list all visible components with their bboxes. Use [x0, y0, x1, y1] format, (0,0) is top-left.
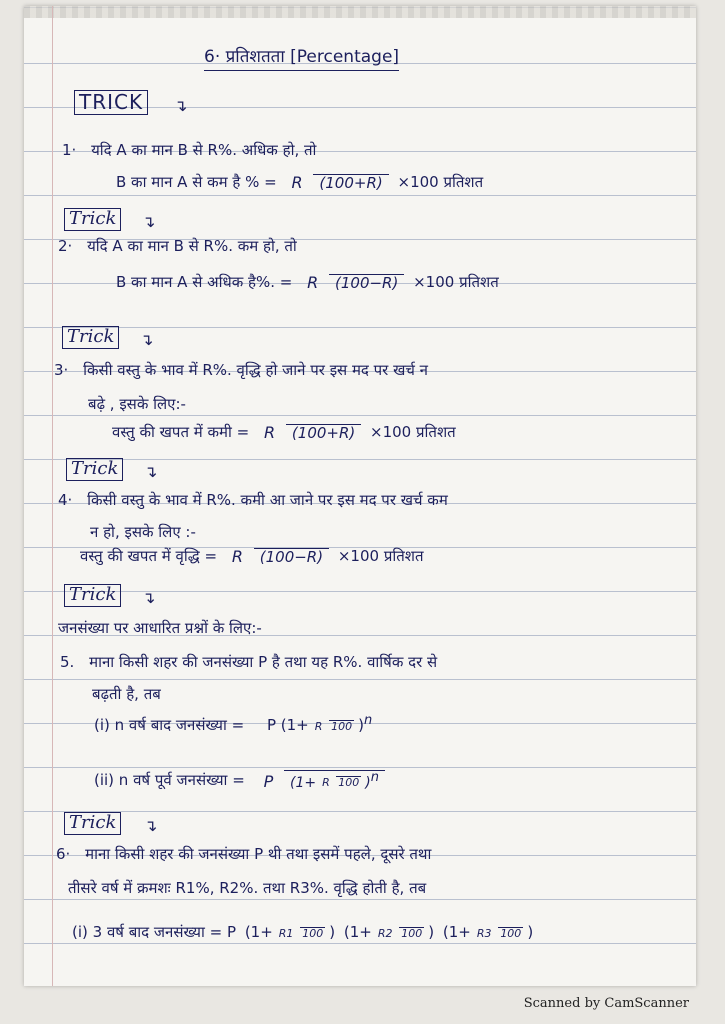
fraction-denominator — [284, 770, 385, 791]
trick-label: Trick — [64, 584, 121, 607]
formula-lhs: B का मान A से अधिक है%. = — [116, 273, 293, 292]
formula-lhs: वस्तु की खपत में वृद्धि = — [80, 547, 218, 566]
rule-2-formula — [116, 274, 499, 292]
formula-part: ) — [358, 716, 365, 734]
fraction — [226, 548, 329, 566]
fraction-denominator: 100 — [338, 775, 360, 789]
fraction-numerator: P — [263, 771, 274, 791]
arrow-icon: ↴ — [144, 816, 158, 835]
trick-label: Trick — [66, 458, 123, 481]
exponent: n — [370, 770, 379, 785]
rule-3-statement — [54, 362, 428, 379]
fraction-denominator: 100 — [401, 927, 423, 941]
fraction — [277, 924, 325, 941]
arrow-icon: ↴ — [144, 462, 158, 481]
rule-number: 4· — [58, 491, 73, 509]
rule-6-statement-cont: तीसरे वर्ष में क्रमशः R1%, R2%. तथा R3%. वृद्धि होती है, तब — [68, 879, 427, 897]
exponent: n — [364, 713, 373, 728]
rule-5-formula-ii — [94, 770, 389, 791]
fraction — [301, 274, 404, 292]
fraction-denominator: (100−R) — [254, 548, 329, 566]
fraction-denominator: 100 — [500, 927, 522, 941]
page-title: 6· प्रतिशतता [Percentage] — [204, 44, 399, 71]
rule-number: 6· — [56, 845, 71, 863]
formula-part: (1+ — [343, 923, 372, 941]
fraction-numerator: R — [307, 273, 319, 292]
rule-text: किसी वस्तु के भाव में R%. कमी आ जाने पर इस मद पर खर्च कम — [87, 491, 448, 509]
formula-rhs: ×100 प्रतिशत — [370, 423, 456, 442]
margin-line — [52, 6, 53, 986]
rule-6-formula-i — [72, 924, 533, 941]
rule-5-formula-i — [94, 714, 372, 734]
formula-rhs: ×100 प्रतिशत — [413, 273, 499, 292]
rule-text: यदि A का मान B से R%. कम हो, तो — [87, 237, 297, 255]
fraction — [258, 770, 385, 791]
rule-4-statement — [58, 492, 448, 509]
formula-lhs: वस्तु की खपत में कमी = — [112, 423, 250, 442]
rule-text: माना किसी शहर की जनसंख्या P है तथा यह R%. वार्षिक दर से — [89, 653, 438, 671]
arrow-icon: ↴ — [140, 330, 154, 349]
rule-1-statement — [62, 142, 316, 159]
page-top-edge — [24, 6, 696, 18]
fraction-numerator: R — [264, 423, 276, 442]
rule-number: 5. — [60, 653, 75, 671]
fraction-numerator: R2 — [377, 927, 393, 941]
fraction-denominator: (100+R) — [286, 424, 361, 442]
fraction-numerator: R — [314, 720, 323, 734]
arrow-icon: ↴ — [142, 588, 156, 607]
formula-part: ) — [329, 923, 336, 941]
rule-6-statement — [56, 846, 431, 863]
fraction-numerator: R — [322, 775, 330, 789]
formula-lhs: (i) 3 वर्ष बाद जनसंख्या = P — [72, 923, 237, 941]
trick-label: Trick — [64, 812, 121, 835]
trick-label: Trick — [62, 326, 119, 349]
formula-lhs: (i) n वर्ष बाद जनसंख्या = — [94, 716, 245, 734]
formula-lhs: (ii) n वर्ष पूर्व जनसंख्या = — [94, 771, 245, 790]
scanner-watermark: Scanned by CamScanner — [523, 996, 689, 1011]
notebook-page — [24, 6, 696, 986]
fraction — [285, 174, 388, 192]
rule-3-formula — [112, 424, 456, 442]
arrow-icon: ↴ — [142, 212, 156, 231]
formula-part: ) — [428, 923, 435, 941]
rule-number: 1· — [62, 141, 77, 159]
formula-part: (1+ — [290, 774, 317, 791]
rule-1-formula — [116, 174, 483, 192]
rule-4-formula — [80, 548, 424, 566]
formula-part: P (1+ — [266, 716, 309, 734]
rule-text: यदि A का मान B से R%. अधिक हो, तो — [91, 141, 317, 159]
fraction — [376, 924, 424, 941]
formula-part: (1+ — [442, 923, 471, 941]
formula-lhs: B का मान A से कम है % = — [116, 173, 277, 192]
rule-text: माना किसी शहर की जनसंख्या P थी तथा इसमें पहले, दूसरे तथा — [85, 845, 432, 863]
rule-4-statement-cont: न हो, इसके लिए :- — [90, 523, 196, 541]
trick-heading: TRICK — [74, 90, 148, 115]
trick-label: Trick — [64, 208, 121, 231]
fraction — [313, 717, 354, 734]
population-intro: जनसंख्या पर आधारित प्रश्नों के लिए:- — [58, 619, 262, 637]
rule-3-statement-cont: बढ़े , इसके लिए:- — [88, 395, 186, 413]
fraction-denominator: 100 — [302, 927, 324, 941]
fraction-denominator: (100+R) — [313, 174, 388, 192]
fraction-denominator: (100−R) — [329, 274, 404, 292]
fraction-numerator: R3 — [476, 927, 492, 941]
fraction — [258, 424, 361, 442]
rule-5-statement — [60, 654, 437, 671]
rule-5-statement-cont: बढ़ती है, तब — [92, 685, 161, 703]
fraction-numerator: R — [291, 173, 303, 192]
rule-2-statement — [58, 238, 297, 255]
formula-rhs: ×100 प्रतिशत — [337, 547, 424, 566]
arrow-icon: ↴ — [174, 96, 188, 115]
formula-part: ) — [365, 774, 371, 791]
fraction — [320, 775, 361, 790]
fraction-numerator: R — [231, 547, 243, 566]
fraction-numerator: R1 — [278, 927, 294, 941]
formula-part: (1+ — [244, 923, 273, 941]
formula-part: ) — [527, 923, 534, 941]
rule-number: 3· — [54, 361, 69, 379]
rule-text: किसी वस्तु के भाव में R%. वृद्धि हो जाने पर इस मद पर खर्च न — [83, 361, 428, 379]
rule-number: 2· — [58, 237, 73, 255]
fraction-denominator: 100 — [331, 720, 353, 734]
fraction — [475, 924, 523, 941]
formula-rhs: ×100 प्रतिशत — [397, 173, 484, 192]
